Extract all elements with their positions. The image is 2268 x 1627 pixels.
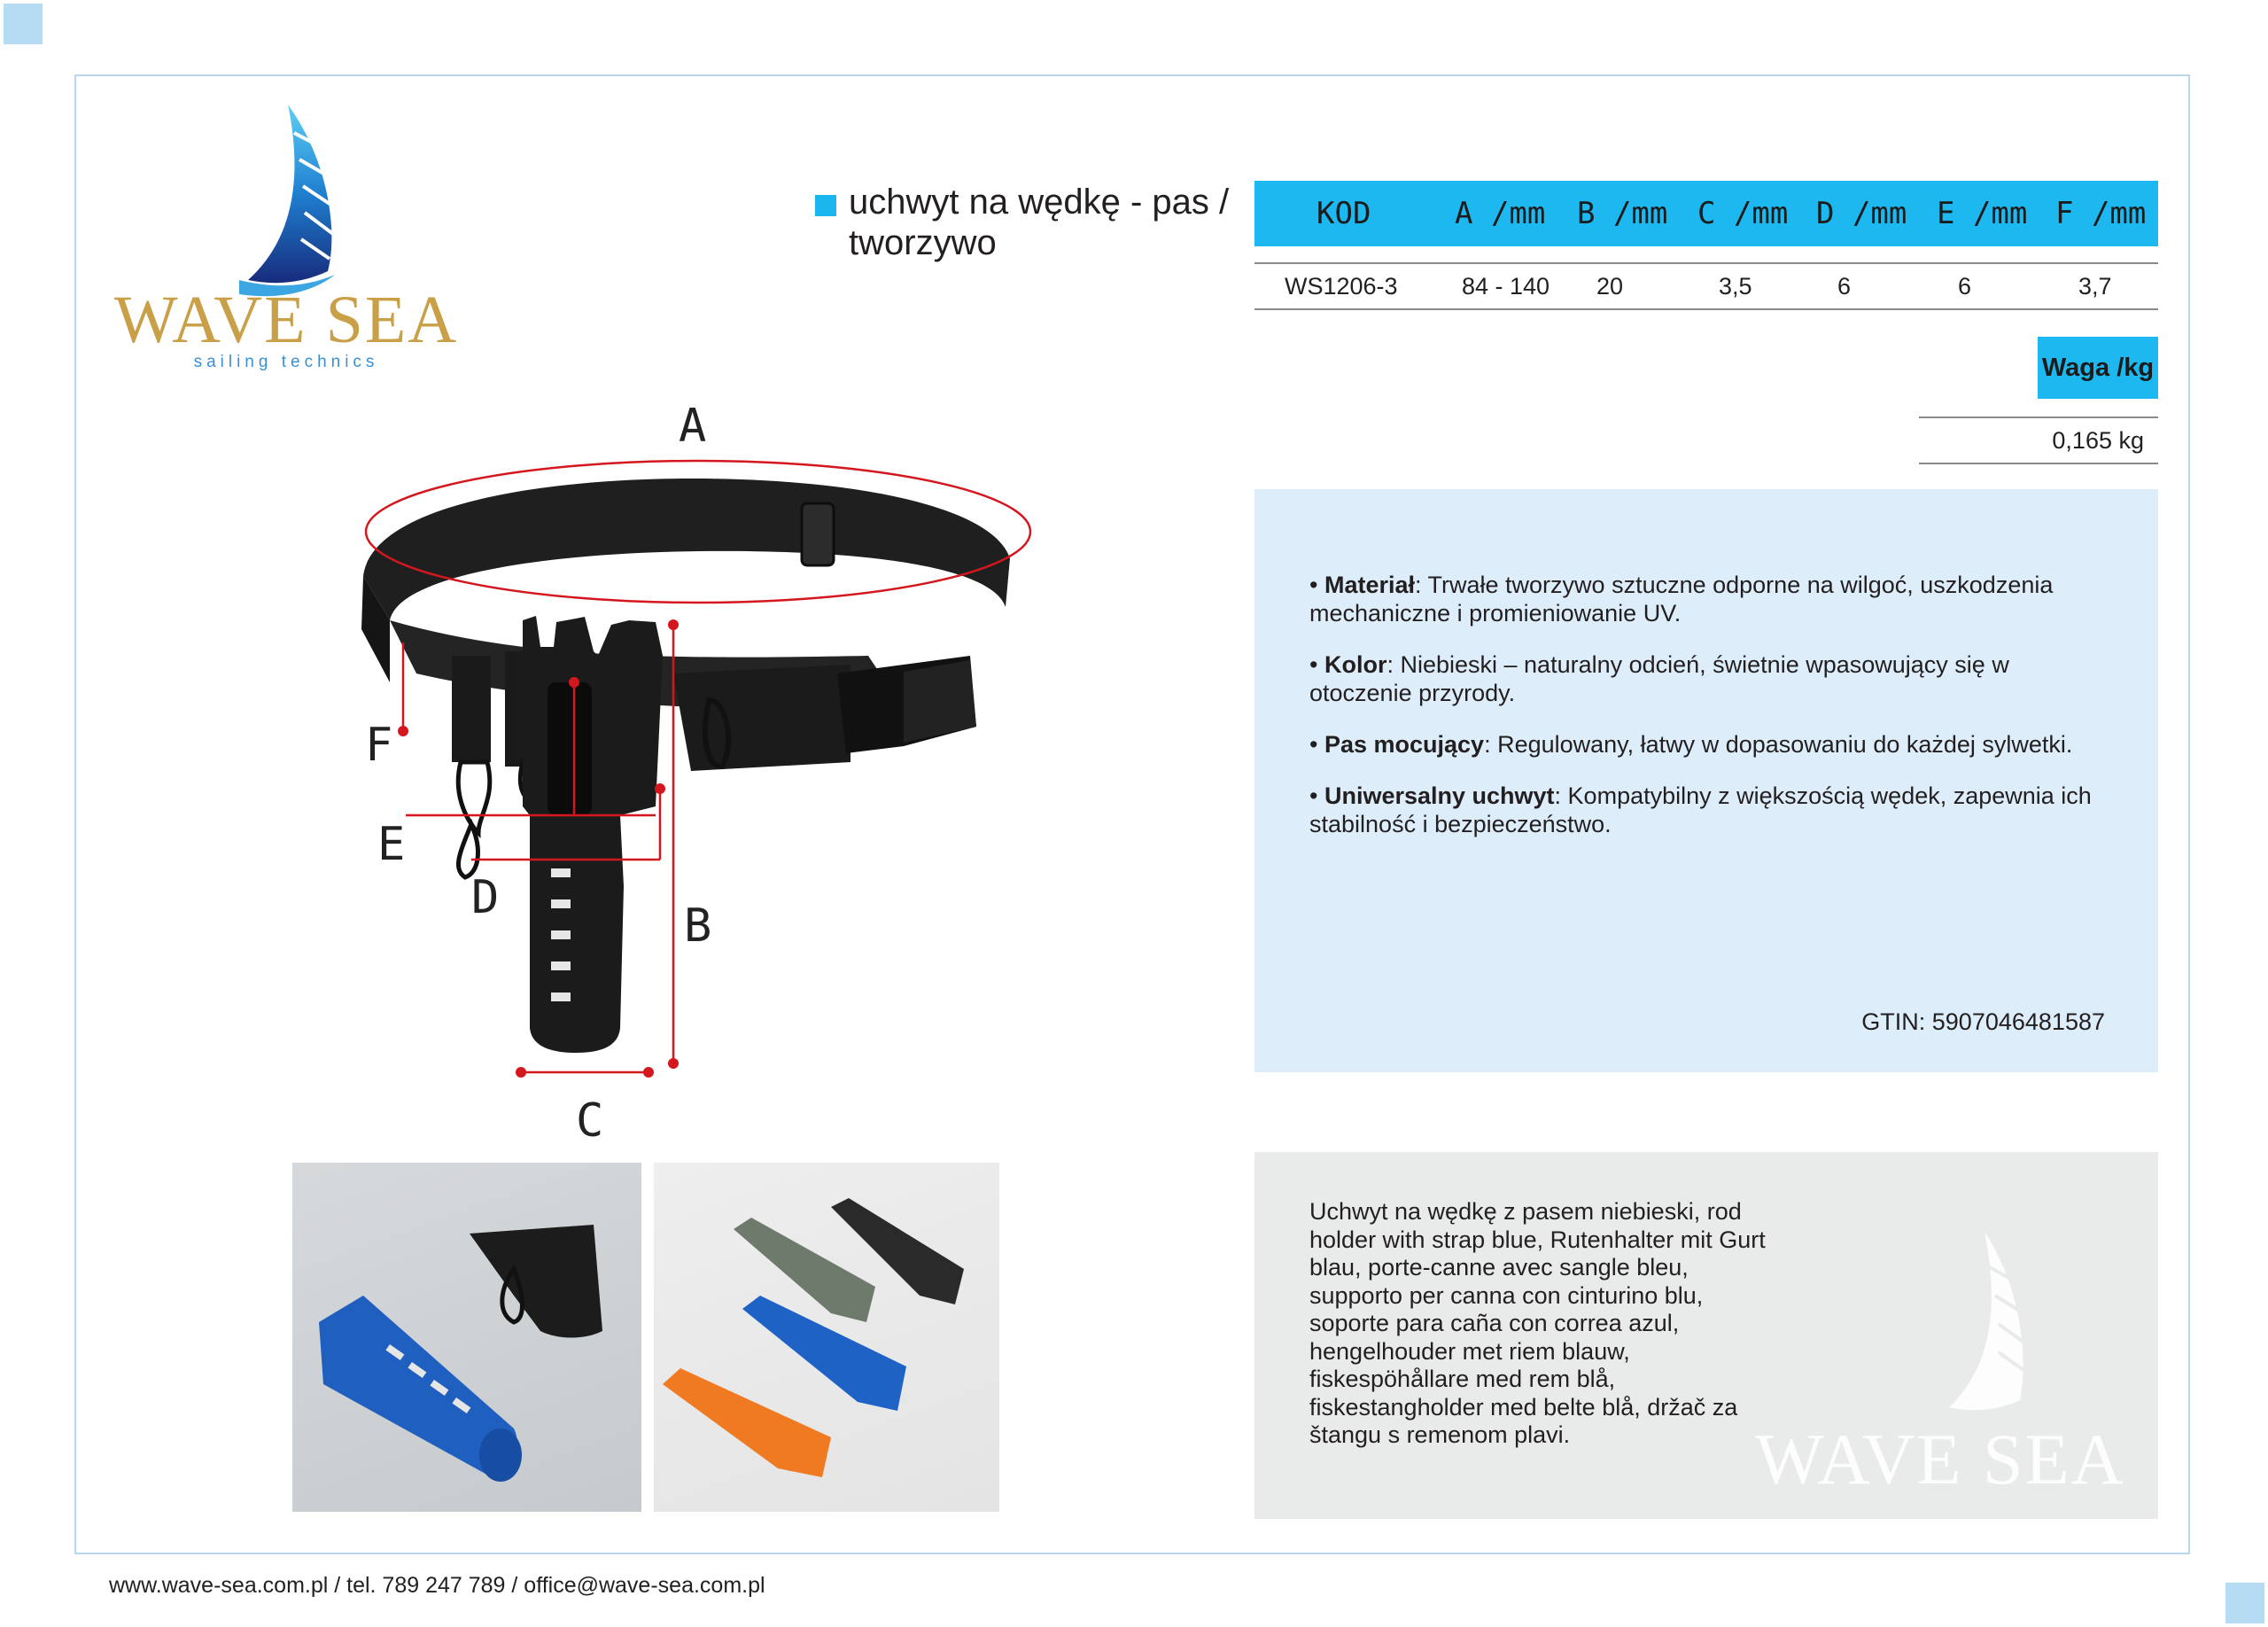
watermark-brand-name: WAVE SEA: [1755, 1419, 2125, 1499]
footer-contact: www.wave-sea.com.pl / tel. 789 247 789 / office@wave-sea.com.pl: [109, 1573, 765, 1598]
spec-cell-d: 6: [1837, 273, 1852, 300]
product-photo-blue: [292, 1163, 641, 1512]
spec-table-header: [1254, 181, 2158, 246]
corner-mark-bottom-right: [2225, 1583, 2264, 1623]
dimension-label-a: A: [679, 400, 707, 453]
colour-variants-illustration: [654, 1163, 999, 1512]
bullet-color-label: Kolor: [1324, 651, 1387, 678]
spec-header-kod: KOD: [1317, 196, 1371, 231]
spec-header-d: D /mm: [1816, 196, 1907, 231]
spec-divider-top: [1254, 262, 2158, 264]
spec-cell-f: 3,7: [2078, 273, 2112, 300]
dimension-label-d: D: [471, 871, 500, 924]
corner-mark-top-left: [4, 4, 43, 44]
weight-divider-bottom: [1919, 463, 2158, 464]
bullet-material: • Materiał: Trwałe tworzywo sztuczne odporne na wilgoć, uszkodzenia mechaniczne i promieniowanie UV.: [1309, 572, 2054, 627]
bullet-universal: • Uniwersalny uchwyt: Kompatybilny z większością wędek, zapewnia ich stabilność i bezpieczeństwo.: [1309, 782, 2092, 837]
spec-cell-b: 20: [1596, 273, 1624, 300]
spec-header-c: C /mm: [1697, 196, 1789, 231]
bullet-universal-text: : Kompatybilny z większością wędek, zapewnia ich stabilność i bezpieczeństwo.: [1309, 782, 2092, 837]
belt-slider: [802, 503, 834, 565]
blue-holder-illustration: [292, 1163, 641, 1512]
bullet-strap-label: Pas mocujący: [1324, 731, 1485, 758]
spec-cell-e: 6: [1958, 273, 1972, 300]
bullet-material-label: Materiał: [1324, 572, 1416, 598]
dimension-diagram: [319, 390, 1054, 1161]
bullet-color-text: : Niebieski – naturalny odcień, świetnie wpasowujący się w otoczenie przyrody.: [1309, 651, 2009, 706]
spec-divider-bottom: [1254, 308, 2158, 310]
spec-cell-c: 3,5: [1719, 273, 1752, 300]
spec-header-a: A /mm: [1455, 196, 1546, 231]
belt-webbing-panel: [673, 665, 850, 771]
weight-header: Waga /kg: [2038, 337, 2158, 399]
bullet-color: • Kolor: Niebieski – naturalny odcień, świetnie wpasowujący się w otoczenie przyrody.: [1309, 651, 2009, 706]
dimension-label-f: F: [365, 719, 393, 772]
dimension-label-c: C: [576, 1094, 604, 1148]
brand-name: WAVE SEA: [113, 283, 459, 357]
spec-header-f: F /mm: [2055, 196, 2147, 231]
bullet-strap: • Pas mocujący: Regulowany, łatwy w dopasowaniu do każdej sylwetki.: [1309, 731, 2073, 758]
dimension-label-b: B: [684, 899, 712, 953]
spec-header-e: E /mm: [1937, 196, 2028, 231]
rod-holder-slot: [548, 682, 592, 815]
gtin-code: GTIN: 5907046481587: [1861, 1008, 2105, 1035]
dimension-label-e: E: [377, 818, 406, 871]
spec-cell-a: 84 - 140: [1462, 273, 1550, 300]
title-bullet-square: [815, 195, 836, 216]
product-title: uchwyt na wędkę - pas / tworzywo: [849, 183, 1230, 262]
belt-back-strap: [363, 479, 1010, 620]
belt-loop-left: [452, 656, 491, 762]
weight-value: 0,165 kg: [2052, 427, 2144, 454]
weight-divider-top: [1919, 416, 2158, 418]
spec-header-b: B /mm: [1577, 196, 1668, 231]
translations-text: Uchwyt na wędkę z pasem niebieski, rod holder with strap blue, Rutenhalter mit Gurt blau, porte-canne avec sangle bleu, supporto per canna con cinturino blu, soporte para caña con correa azul, hengelhouder met riem blauw, fiskespöhållare med rem blå, fiskestangholder med belte blå, držač za štangu s remenom plavi.: [1309, 1198, 1766, 1448]
product-photo-variants: [654, 1163, 999, 1512]
bullet-strap-text: : Regulowany, łatwy w dopasowaniu do każdej sylwetki.: [1484, 731, 2073, 758]
snap-hook-left: [458, 762, 490, 833]
rod-holder-body: [523, 616, 663, 1053]
spec-cell-kod: WS1206-3: [1285, 273, 1398, 300]
bullet-material-text: : Trwałe tworzywo sztuczne odporne na wilgoć, uszkodzenia mechaniczne i promieniowanie UV.: [1309, 572, 2054, 627]
brand-tagline: sailing technics: [193, 353, 379, 371]
watermark-sail-icon: [1896, 1223, 2109, 1444]
bullet-universal-label: Uniwersalny uchwyt: [1324, 782, 1555, 809]
